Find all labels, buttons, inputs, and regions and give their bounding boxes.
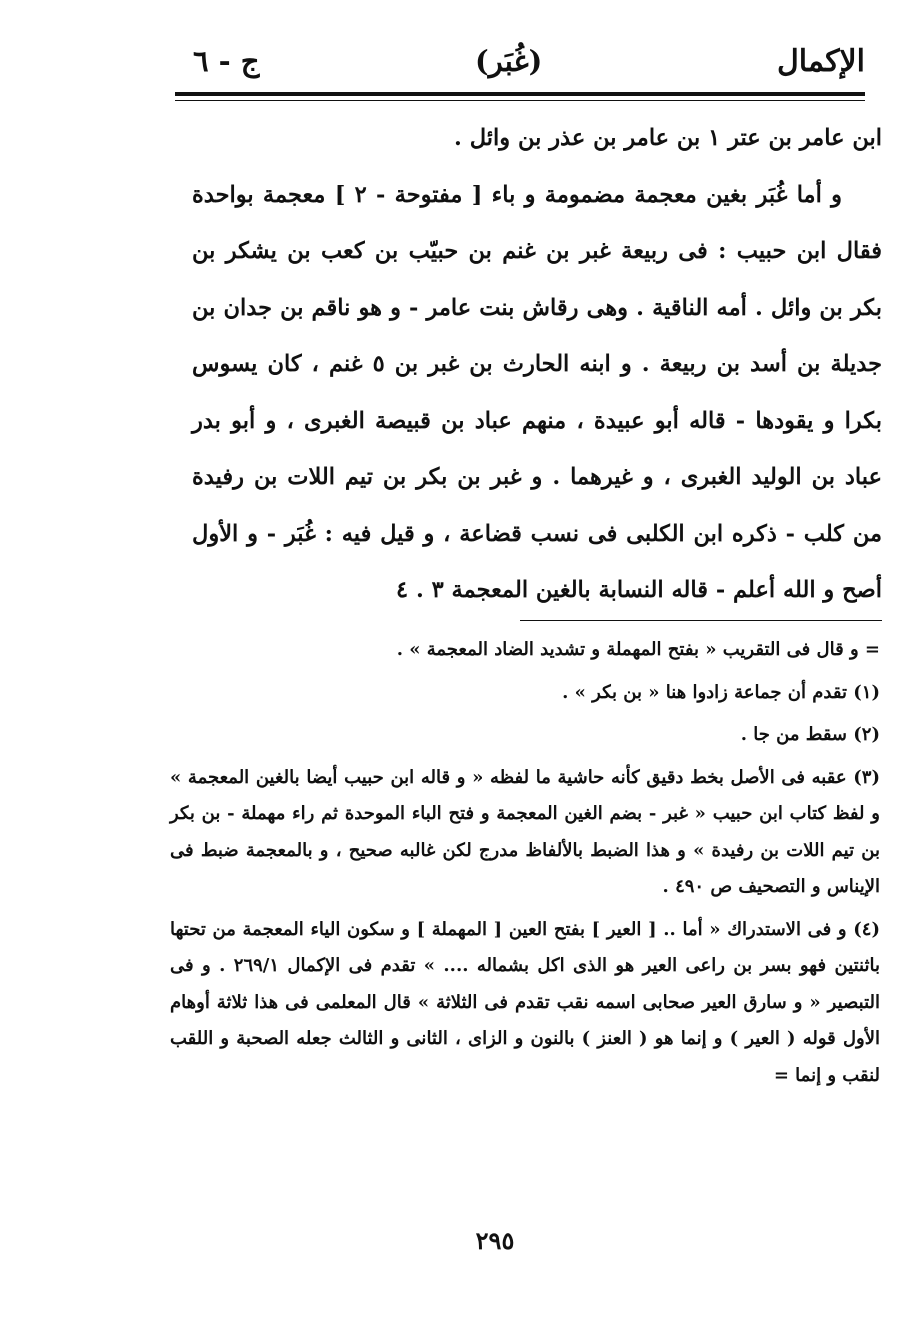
footnote-3: (٣) عقبه فى الأصل بخط دقيق كأنه حاشية ما لفظه « و قاله ابن حبيب أيضا بالغين المعجمة » و لفظ كتاب ابن حبيب « غبر - بضم الغين المعجمة و فتح الباء الموحدة ثم راء مهملة - بن بكر بن تيم اللات بن رفيدة » و هذا الضبط بالألفاظ مدرج لكن غالبه صحيح ، و بالمعجمة ضبط فى الإيناس و التصحيف ص ٤٩٠ . [170, 766, 881, 897]
footnote-4: (٤) و فى الاستدراك « أما .. [ العير ] بفتح العين [ المهملة ] و سكون الياء المعجمة من تحتها باثنتين فهو بسر بن راعى العير هو الذى اكل بشماله .... » تقدم فى الإكمال ٢٦٩/١ . و فى التبصير « و سارق العير صحابى اسمه نقب تقدم فى الثلاثة » قال المعلمى فى هذا ثلاثة أوهام الأول قوله ( العير ) و إنما هو ( العنز ) بالنون و الزاى ، الثانى و الثالث جعله الصحبة و اللقب لنقب و إنما = [170, 918, 880, 1086]
header-rule-thin [175, 100, 865, 101]
main-paragraph: و أما غُبَر بغين معجمة مضمومة و باء [ مفتوحة - ٢ ] معجمة بواحدة فقال ابن حبيب : فى ربيعة غبر بن غنم بن حبيّب بن كعب بن يشكر بن بكر بن وائل . أمه الناقية . وهى رقاش بنت عامر - و هو ناقم بن جدان بن جديلة بن أسد بن ربيعة . و ابنه الحارث بن غبر بن ٥ غنم ، كان يسوس بكرا و يقودها - قاله أبو عبيدة ، منهم عباد بن قبيصة الغبرى ، و أبو بدر عباد بن الوليد الغبرى ، و غيرهما . و غبر بن بكر بن تيم اللات بن رفيدة من كلب - ذكره ابن الكلبى فى نسب قضاعة ، و قيل فيه : غُبَر - و الأول أصح و الله أعلم - قاله النسابة بالغين المعجمة ٣ . ٤ [192, 181, 883, 603]
book-title: الإكمال [776, 44, 865, 79]
footnotes [170, 632, 880, 1094]
entry-word: (غُبَر) [475, 44, 543, 78]
footnote-continuation: = و قال فى التقريب « بفتح المهملة و تشديد الضاد المعجمة » . [396, 639, 880, 660]
volume-label: ج - ٦ [193, 44, 260, 78]
page-number: ٢٩٥ [475, 1226, 515, 1255]
footnote-separator [520, 620, 882, 621]
footnote-2: (٢) سقط من جا . [740, 724, 880, 745]
footnote-1: (١) تقدم أن جماعة زادوا هنا « بن بكر » . [562, 681, 880, 703]
main-text [192, 110, 882, 619]
main-paragraph: ابن عامر بن عتر ١ بن عامر بن عذر بن وائل . [454, 125, 882, 151]
header-rule-thick [175, 92, 865, 96]
page-header [175, 44, 865, 92]
